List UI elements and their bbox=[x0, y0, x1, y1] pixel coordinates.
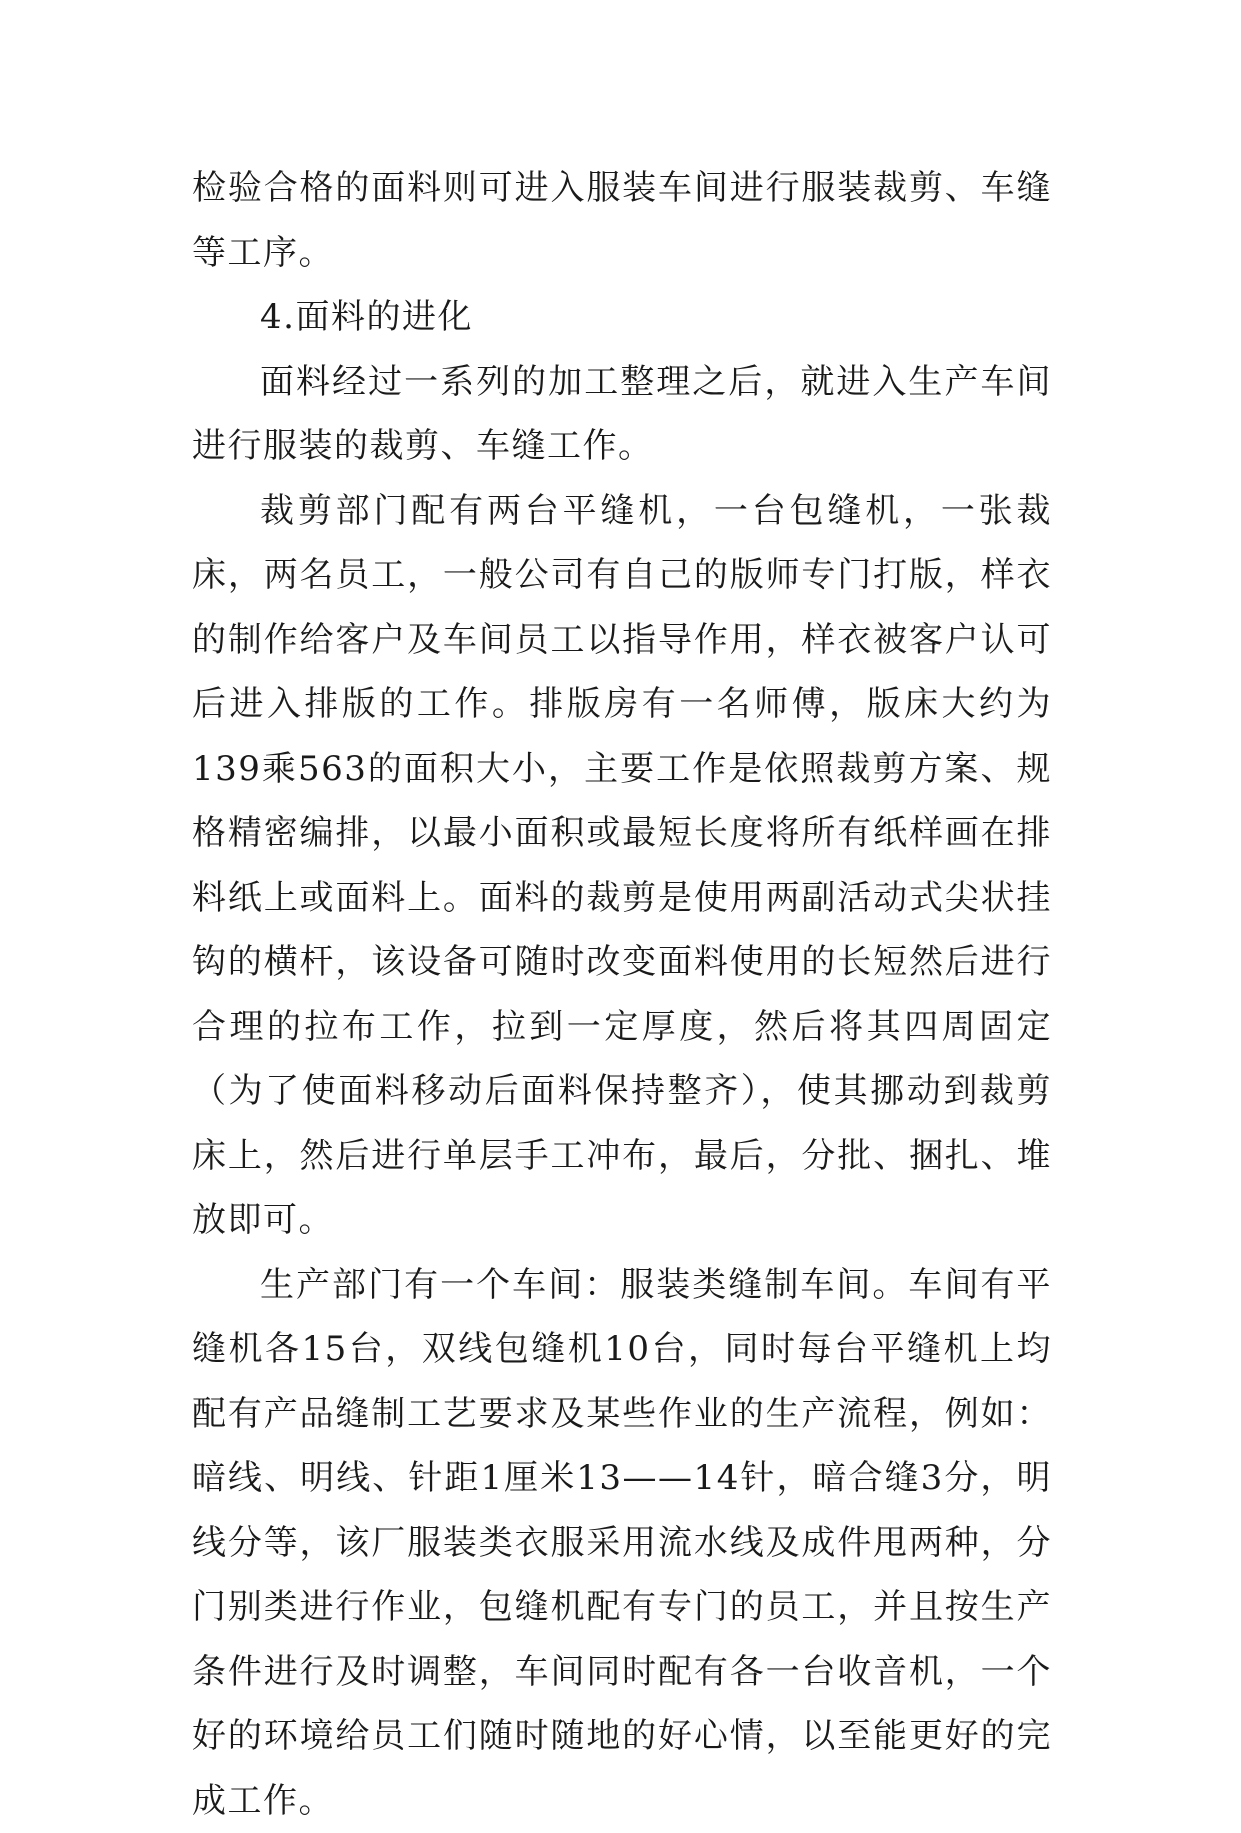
paragraph-1: 检验合格的面料则可进入服装车间进行服装裁剪、车缝等工序。 bbox=[192, 156, 1052, 285]
paragraph-4: 生产部门有一个车间：服装类缝制车间。车间有平缝机各15台，双线包缝机10台，同时每台平缝机上均配有产品缝制工艺要求及某些作业的生产流程，例如：暗线、明线、针距1厘米13——14针，暗合缝3分，明线分等，该厂服装类衣服采用流水线及成件甩两种，分门别类进行作业，包缝机配有专门的员工，并且按生产条件进行及时调整，车间同时配有各一台收音机，一个好的环境给员工们随时随地的好心情，以至能更好的完成工作。 bbox=[192, 1253, 1052, 1833]
section-heading: 4.面料的进化 bbox=[192, 285, 1052, 350]
body-text bbox=[192, 156, 1052, 1833]
paragraph-3: 裁剪部门配有两台平缝机，一台包缝机，一张裁床，两名员工，一般公司有自己的版师专门打版，样衣的制作给客户及车间员工以指导作用，样衣被客户认可后进入排版的工作。排版房有一名师傅，版床大约为139乘563的面积大小，主要工作是依照裁剪方案、规格精密编排，以最小面积或最短长度将所有纸样画在排料纸上或面料上。面料的裁剪是使用两副活动式尖状挂钩的横杆，该设备可随时改变面料使用的长短然后进行合理的拉布工作，拉到一定厚度，然后将其四周固定（为了使面料移动后面料保持整齐），使其挪动到裁剪床上，然后进行单层手工冲布，最后，分批、捆扎、堆放即可。 bbox=[192, 479, 1052, 1253]
paragraph-2: 面料经过一系列的加工整理之后，就进入生产车间进行服装的裁剪、车缝工作。 bbox=[192, 350, 1052, 479]
